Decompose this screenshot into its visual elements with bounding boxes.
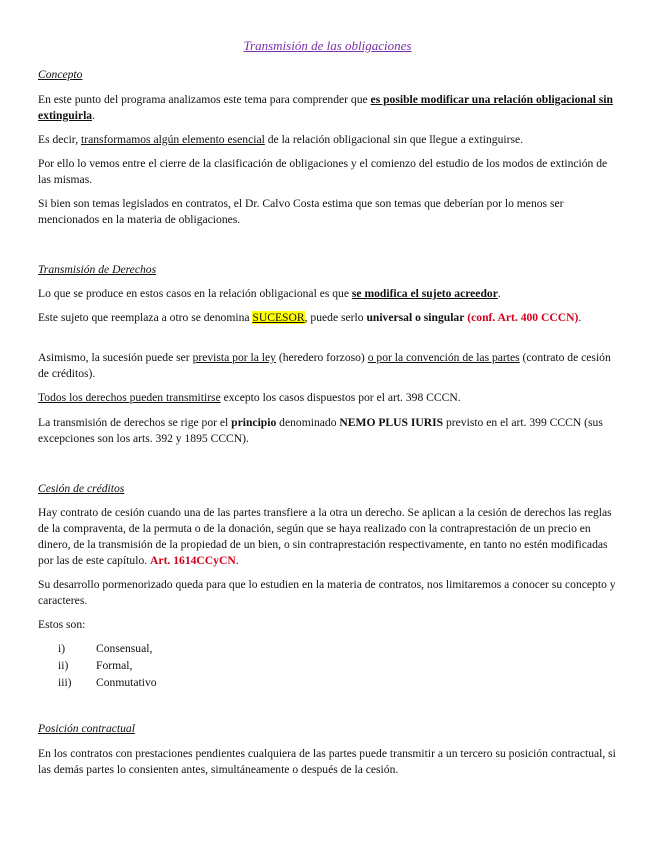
bold-text: NEMO PLUS IURIS (339, 416, 444, 429)
text-run: . (497, 287, 501, 300)
derechos-paragraph-5 (38, 415, 618, 447)
underlined-text: o por la convención de las partes (367, 351, 520, 364)
list-number: iii) (58, 676, 72, 689)
derechos-paragraph-1 (38, 286, 618, 302)
text-run: Lo que se produce en estos casos en la relación obligacional es que (38, 287, 352, 300)
concepto-paragraph-1 (38, 92, 618, 124)
text-run: Es decir, (38, 133, 81, 146)
list-number: i) (58, 642, 66, 655)
derechos-paragraph-3 (38, 350, 618, 382)
text-run: de la relación obligacional sin que llegue a extinguirse. (264, 133, 524, 146)
highlighted-term: SUCESOR (252, 311, 305, 324)
bold-text: principio (231, 416, 277, 429)
text-run: (heredero forzoso) (275, 351, 368, 364)
concepto-paragraph-3: Por ello lo vemos entre el cierre de la clasificación de obligaciones y el comienzo del estudio de los modos de extinción de las mismas. (38, 157, 608, 186)
text-run: . (235, 554, 239, 567)
text-run: previsto en el art. 399 CCCN (sus excepciones son los arts. 392 y 1895 CCCN). (38, 416, 603, 445)
derechos-paragraph-2 (38, 310, 618, 326)
list-text: Consensual, (96, 642, 153, 655)
cesion-paragraph-1 (38, 505, 618, 569)
heading-concepto: Concepto (38, 68, 83, 81)
concepto-paragraph-2 (38, 132, 618, 148)
text-run: Este sujeto que reemplaza a otro se denomina (38, 311, 253, 324)
list-item (58, 674, 157, 691)
cesion-paragraph-2: Su desarrollo pormenorizado queda para que lo estudien en la materia de contratos, nos limitaremos a conocer su concepto y caracteres. (38, 578, 616, 607)
list-number: ii) (58, 659, 69, 672)
text-run: , puede serlo (304, 311, 367, 324)
heading-posicion-contractual: Posición contractual (38, 722, 135, 735)
emphasis-text: es posible modificar una relación obligacional sin extinguirla (38, 93, 613, 122)
list-item (58, 640, 157, 657)
underlined-text: transformamos algún elemento esencial (81, 133, 265, 146)
concepto-paragraph-4: Si bien son temas legislados en contratos, el Dr. Calvo Costa estima que son temas que deberían por lo menos ser mencionados en la materia de obligaciones. (38, 197, 564, 226)
underlined-text: prevista por la ley (192, 351, 276, 364)
text-run: En este punto del programa analizamos este tema para comprender que (38, 93, 371, 106)
text-run: La transmisión de derechos se rige por el (38, 416, 232, 429)
text-run: excepto los casos dispuestos por el art. 398 CCCN. (220, 391, 461, 404)
citation-text: (conf. Art. 400 CCCN) (467, 311, 579, 324)
emphasis-text: se modifica el sujeto acreedor (351, 287, 498, 300)
posicion-paragraph-1: En los contratos con prestaciones pendientes cualquiera de las partes puede transmitir a un tercero su posición contractual, si las demás partes lo consienten antes, simultáneamente o después de la cesión. (38, 747, 616, 776)
list-text: Conmutativo (96, 676, 157, 689)
cesion-paragraph-3: Estos son: (38, 618, 86, 631)
text-run: Asimismo, la sucesión puede ser (38, 351, 193, 364)
bold-text: universal o singular (366, 311, 465, 324)
text-run: Hay contrato de cesión cuando una de las partes transfiere a la otra un derecho. Se aplican a la cesión de derechos las reglas de la compraventa, de la permuta o de la donación, según que se haya realizado con la contraprestación de un precio en dinero, de la transmisión de la propiedad de un bien, o sin contraprestación respectivamente, en tanto no estén modificadas por las de este capítulo. (38, 506, 612, 567)
derechos-paragraph-4 (38, 390, 618, 406)
heading-cesion-creditos: Cesión de créditos (38, 482, 125, 495)
underlined-text: Todos los derechos pueden transmitirse (38, 391, 221, 404)
text-run: denominado (276, 416, 340, 429)
text-run: . (92, 109, 96, 122)
text-run: . (578, 311, 582, 324)
document-title: Transmisión de las obligaciones (243, 38, 412, 53)
text-run: (contrato de cesión de créditos). (38, 351, 611, 380)
list-text: Formal, (96, 659, 133, 672)
citation-text: Art. 1614CCyCN (150, 554, 236, 567)
caracteres-list (58, 640, 157, 691)
heading-transmision-derechos: Transmisión de Derechos (38, 263, 157, 276)
list-item (58, 657, 157, 674)
